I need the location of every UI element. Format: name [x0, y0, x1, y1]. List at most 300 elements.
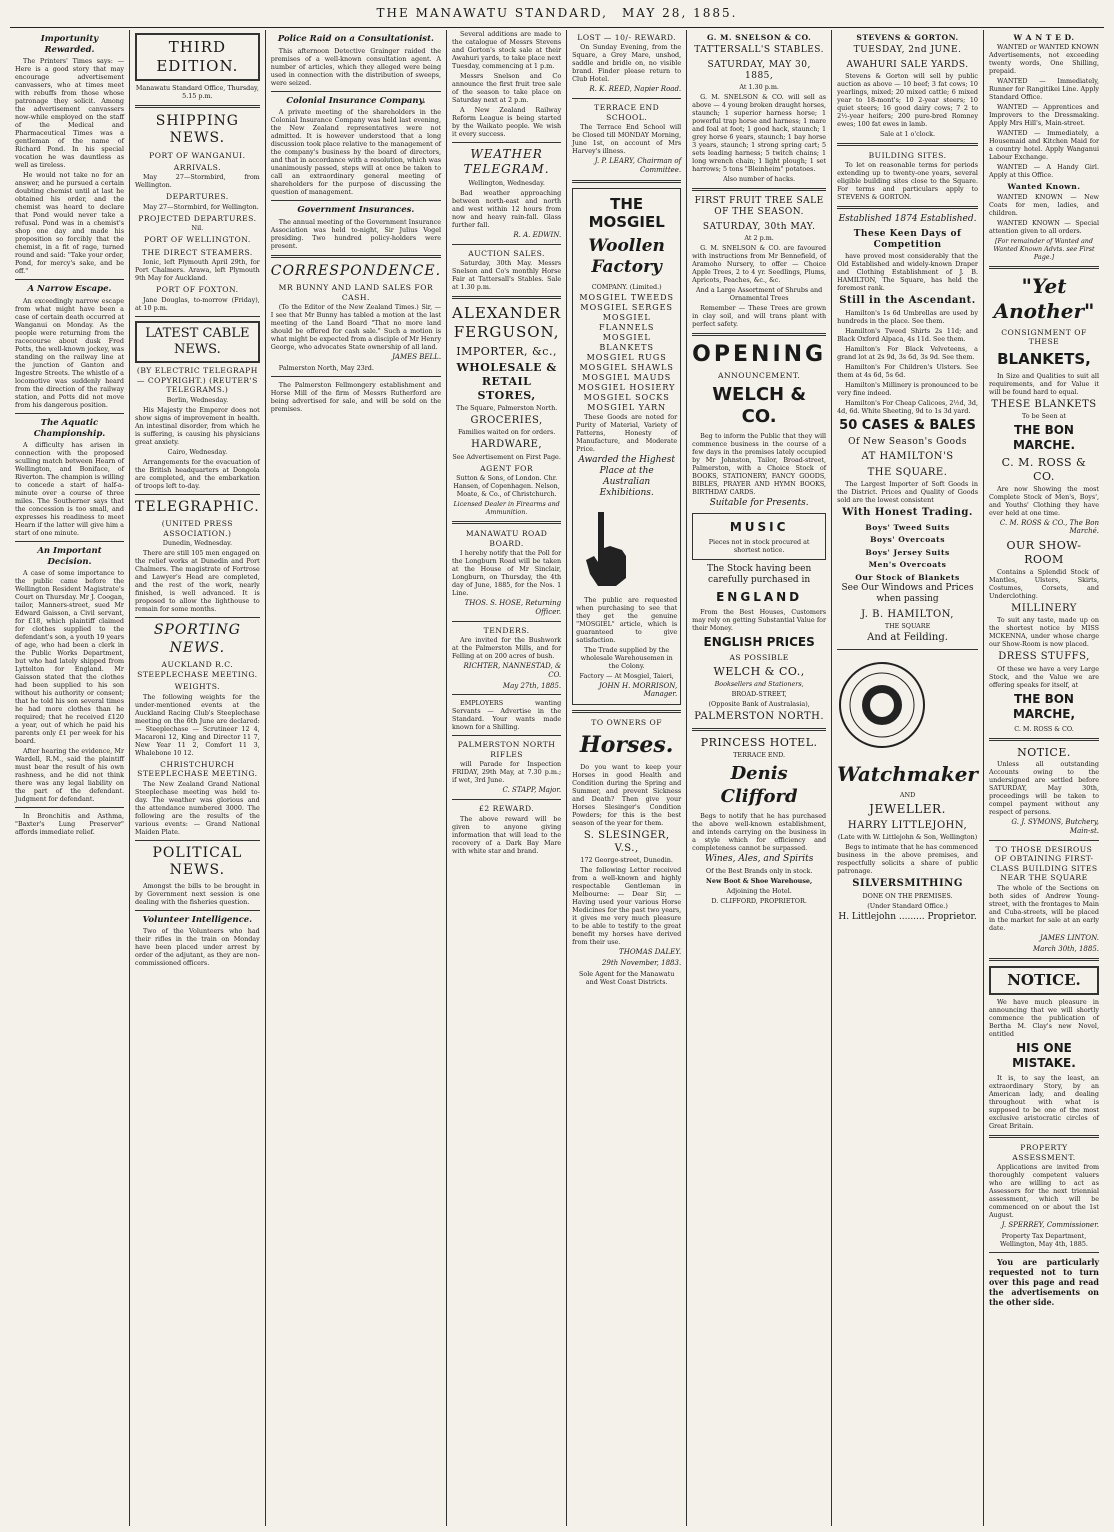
- reward-heading: £2 REWARD.: [479, 804, 535, 814]
- property-heading: PROPERTY ASSESSMENT.: [1012, 1143, 1076, 1162]
- clifford-text: Begs to notify that he has purchased the above well-known establishment, and intends carrying on the business in a style which for efficiency and completeness cannot be surpassed.: [692, 812, 827, 853]
- letter-text: (To the Editor of the New Zealand Times.) Sir, — I see that Mr Bunny has tabled a motion at the last meeting of the Land Board "That no more land should be offered for cash sale." Such a motion is what might be expected from a disciple of Mr Henry George, who advocates State ownership of all land.: [270, 303, 442, 352]
- notice-text: will Parade for Inspection FRIDAY, 29th May, at 7.30 p.m.; if wet, 3rd June.: [452, 760, 562, 785]
- article-text: Arrangements for the evacuation of the British headquarters at Dongola are completed, and the embarkation of troops left to-day.: [135, 457, 260, 490]
- linton-date: March 30th, 1885.: [1032, 944, 1099, 953]
- article-text: Messrs Snelson and Co announce the first fruit tree sale of the season to take place on Saturday next at 2 p.m.: [452, 72, 562, 104]
- mosgiel-title: THE MOSGIEL: [588, 194, 665, 232]
- horses-heading: Horses.: [579, 731, 674, 758]
- ferguson-importer: IMPORTER, &c.,: [456, 344, 557, 358]
- seen-at: To be Seen at: [1021, 412, 1066, 421]
- wanted-item: WANTED — A Handy Girl. Apply at this Office.: [988, 163, 1099, 180]
- clifford-name: Denis Clifford: [720, 763, 798, 807]
- snelson-heading: G. M. SNELSON & CO.: [706, 33, 812, 42]
- divider: [135, 910, 260, 911]
- product-item: MOSGIEL SHAWLS: [579, 362, 674, 372]
- auction-heading: AUCTION SALES.: [468, 248, 545, 258]
- cable-heading: LATEST CABLE NEWS.: [145, 325, 250, 358]
- still-heading: Still in the Ascendant.: [839, 295, 976, 307]
- keen-text: have proved most considerably that the Old Established and widely-known Draper and Clothing Establishment of J. B. HAMILTON, The Square, has held the foremost rank.: [837, 252, 978, 293]
- agent-heading: AGENT FOR: [480, 463, 534, 473]
- signature: J. P. LEARY, Chairman of Committee.: [594, 157, 682, 174]
- fruit-text: Remember — These Trees are grown in clay soil, and will trans plant with perfect safety.: [692, 303, 827, 328]
- article-text: The Printers' Times says: — Here is a good story that may encourage advertisement canvassers, who at times meet with rebuffs from those whose patronage they solicit. Among the advertisement canvassers now-while employed on the staff of the Medical and Pharmaceutical Times was a gentleman of the name of Richard Pond. In his special vocation he was dauntless as well as tireless.: [15, 57, 124, 170]
- notice-date: May 27th, 1885.: [502, 681, 562, 690]
- wanted-heading: W A N T E D.: [1013, 33, 1075, 42]
- fruit-heading: FIRST FRUIT TREE SALE OF THE SEASON.: [694, 196, 824, 218]
- notice-heading: NOTICE.: [1017, 745, 1071, 759]
- music-text: Pieces not in stock procured at shortest notice.: [708, 538, 810, 555]
- property-text: Applications are invited from thoroughly competent valuers who are willing to act as Assessors for the next triennial assessment, which will be commenced on or about the 1st August.: [988, 1163, 1099, 1220]
- divider: [271, 255, 441, 258]
- letter-location: Palmerston North, May 23rd.: [278, 364, 374, 373]
- desirous-text: The whole of the Sections on both sides of Andrew Young-street, with the frontages to Main and Cuba-streets, will be placed in the market for sale at an early date.: [988, 883, 1099, 932]
- direct-heading: THE DIRECT STEAMERS.: [141, 247, 253, 257]
- jbh-square: THE SQUARE: [884, 622, 931, 631]
- letter-date: 29th November, 1883.: [601, 958, 682, 967]
- colonial-heading: Colonial Insurance Company.: [286, 95, 426, 106]
- ferguson-address: The Square, Palmerston North.: [455, 403, 558, 412]
- article-text: Several additions are made to the catalogue of Messrs Stevens and Gorton's stock sale at their Awahuri yards, to take place next Tuesday, commencing at 1 p.m.: [452, 30, 562, 70]
- desirous-heading: TO THOSE DESIROUS OF OBTAINING FIRST-CLASS BUILDING SITES NEAR THE SQUARE: [990, 844, 1098, 883]
- hamilton-item: Hamilton's Tweed Shirts 2s 11d; and Black Oxford Alpaca, 4s 11d. See them.: [837, 326, 978, 343]
- silversmith-premises: DONE ON THE PREMISES.: [862, 891, 953, 900]
- blankets-text: In Size and Qualities to suit all requirements, and for Value it will be found hard to equal.: [988, 371, 1099, 396]
- telegraphic-subtitle: (UNITED PRESS ASSOCIATION.): [161, 519, 233, 538]
- england-heading: ENGLAND: [716, 589, 803, 604]
- owners-heading: TO OWNERS OF: [591, 718, 663, 728]
- fruit-text: And a Large Assortment of Shrubs and Ornamental Trees: [696, 285, 823, 302]
- consignment-text: CONSIGNMENT OF THESE: [1001, 327, 1087, 347]
- port-heading: PORT OF WANGANUI.: [149, 150, 246, 160]
- mens-overcoats: Men's Overcoats: [868, 560, 947, 570]
- signature: THOMAS DALEY.: [619, 948, 682, 957]
- political-heading: POLITICAL NEWS.: [152, 844, 243, 879]
- edition-box: [135, 33, 260, 81]
- divider: [572, 98, 681, 99]
- masthead-date: MAY 28, 1885.: [621, 6, 738, 20]
- dateline: Wellington, Wednesday.: [468, 179, 545, 187]
- headline-narrow-escape: A Narrow Escape.: [27, 284, 112, 295]
- article-text: His Majesty the Emperor does not show signs of improvement in health. An intestinal disorder, from which he is suffering, is causing his physicians great anxiety.: [135, 405, 260, 446]
- watch-seal-icon: [837, 660, 927, 750]
- slesinger-name: S. SLESINGER, V.S.,: [583, 830, 670, 854]
- terrace-heading: TERRACE END SCHOOL.: [594, 103, 660, 122]
- building-heading: BUILDING SITES.: [868, 150, 947, 160]
- divider: [135, 617, 260, 618]
- blankets-heading: BLANKETS,: [997, 349, 1091, 368]
- column-6: [687, 30, 832, 1526]
- ferguson-wholesale: WHOLESALE & RETAIL STORES,: [456, 361, 557, 402]
- honest-heading: With Honest Trading.: [842, 507, 973, 519]
- mosgiel-ad: [572, 188, 681, 706]
- welch-name: WELCH & CO.,: [713, 665, 805, 679]
- dateline: Berlin, Wednesday.: [166, 395, 229, 404]
- divider: [692, 333, 826, 336]
- divider: [989, 738, 1099, 741]
- music-heading: MUSIC: [729, 520, 789, 535]
- wanted-item: WANTED — Immediately, Runner for Rangitikei Line. Apply Standard Office.: [988, 77, 1099, 102]
- article-text: In Bronchitis and Asthma, "Baxter's Lung Preserver" affords immediate relief.: [15, 812, 124, 837]
- rifles-heading: PALMERSTON NORTH RIFLES: [457, 740, 556, 759]
- govt-heading: Government Insurances.: [297, 205, 415, 216]
- silversmith-prop: H. Littlejohn ......... Proprietor.: [838, 911, 977, 922]
- tattersalls-heading: TATTERSALL'S STABLES.: [694, 45, 824, 56]
- mosgiel-manager: JOHN H. MORRISON, Manager.: [598, 681, 678, 699]
- signature: R. A. EDWIN.: [513, 231, 562, 239]
- clifford-adjoining: Adjoining the Hotel.: [726, 887, 792, 896]
- dateline: Dunedin, Wednesday.: [162, 539, 232, 548]
- port-heading: PORT OF FOXTON.: [156, 285, 239, 295]
- article-text: Bad weather approaching between north-east and north and west within 12 hours from now and heavy rain-fall. Glass further fall.: [452, 189, 562, 229]
- millinery-text: To suit any taste, made up on the shortest notice by MISS MCKENNA, under whose charge our Show-Room is now placed.: [988, 616, 1099, 649]
- headline-decision: An Important Decision.: [37, 546, 102, 567]
- wanted-item: WANTED KNOWN — Special attention given to all orders.: [988, 218, 1099, 235]
- divider: [15, 279, 124, 280]
- the-square: THE SQUARE.: [867, 466, 948, 478]
- pointing-hand-icon: [576, 508, 636, 588]
- england-text: From the Best Houses, Customers may rely on getting Substantial Value for their Money.: [692, 607, 827, 632]
- departures-heading: DEPARTURES.: [166, 192, 229, 202]
- mosgiel-factory: Factory — At Mosgiel, Taieri,: [579, 671, 674, 680]
- column-8: [984, 30, 1104, 1526]
- stevens-time: Sale at 1 o'clock.: [879, 129, 936, 138]
- divider: [271, 91, 441, 92]
- divider: [135, 494, 260, 495]
- stevens-date: TUESDAY, 2nd JUNE.: [853, 45, 962, 56]
- ross-name-2: C. M. ROSS & CO.: [1014, 724, 1074, 733]
- signature: THOS. S. HOSE, Returning Officer.: [464, 599, 562, 616]
- article-text: He would not take no for an answer, and he pursued a certain doubting chemist until at last he obtained his order, and the chemist was heard to declare that Pond would never take a refusal. Pond was in a chemist's shop one day and made his proposition so forcibly that the chemist, in a fit of rage, turned round and said: "Take your order, Pond, for mercy's sake, and be off.": [15, 171, 124, 276]
- wanted-known-heading: Wanted Known.: [1007, 182, 1081, 192]
- article-text: Amongst the bills to be brought in by Government next session is one dealing with the fisheries question.: [135, 881, 260, 906]
- divider: [452, 621, 561, 622]
- port-heading: PORT OF WELLINGTON.: [143, 235, 251, 245]
- notice-text: EMPLOYERS wanting Servants — Advertise in the Standard. Your wants made known for a Shilling.: [452, 699, 562, 732]
- divider: [271, 200, 441, 201]
- shipping-item: May 27—Stormbird, from Wellington.: [135, 173, 260, 190]
- welch-town: PALMERSTON NORTH.: [694, 710, 825, 722]
- column-3: [266, 30, 447, 1526]
- mosgiel-awarded: Awarded the Highest Place at the Australian Exhibitions.: [578, 454, 675, 499]
- article-text: There are still 105 men engaged on the relief works at Dunedin and Port Chalmers. The magistrate of Fortrose and Lawyer's Head are completed, and the rest of the work, nearly finished, is well advanced. It is proposed to allow the lighthouse to remain for some months.: [135, 549, 260, 614]
- telegraphic-heading: TELEGRAPHIC.: [135, 498, 260, 515]
- stevens-yards: AWAHURI SALE YARDS.: [846, 59, 969, 70]
- article-text: This afternoon Detective Grainger raided the premises of a well-known consultation agent. A number of articles, which they alleged were being used in connection with the distribution of sweeps, were seized.: [270, 46, 442, 87]
- projected-heading: PROJECTED DEPARTURES.: [138, 213, 257, 223]
- showroom-text: Contains a Splendid Stock of Mantles, Ulsters, Skirts, Costumes, Corsets, and Underclothing.: [988, 567, 1099, 600]
- shipping-item: Nil.: [191, 224, 204, 233]
- meeting-heading: CHRISTCHURCH STEEPLECHASE MEETING.: [137, 759, 258, 779]
- sporting-heading: SPORTING NEWS.: [153, 622, 241, 656]
- divider: [452, 142, 561, 143]
- weights-heading: WEIGHTS.: [174, 682, 221, 692]
- product-item: MOSGIEL SERGES: [580, 302, 673, 312]
- mosgiel-text: The public are requested when purchasing to see that they get the genuine "MOSGIEL" article, which is guaranteed to give satisfaction.: [576, 595, 678, 644]
- fruit-date: SATURDAY, 30th MAY.: [702, 221, 816, 232]
- cases-heading: 50 CASES & BALES: [839, 417, 976, 433]
- opening-heading: OPENING: [692, 341, 827, 367]
- divider: [452, 521, 561, 524]
- boys-overcoats: Boys' Overcoats: [870, 535, 945, 545]
- watch-and: AND: [899, 790, 916, 799]
- divider: [452, 694, 561, 695]
- article-text: The Palmerston Fellmongery establishment and Horse Mill of the firm of Messrs Rutherford are being advertised for sale, and will be sold on the premises.: [270, 381, 442, 414]
- footer-note: You are particularly requested not to turn over this page and read the advertisements on the other side.: [988, 1256, 1099, 1307]
- clifford-proprietor: D. CLIFFORD, PROPRIETOR.: [711, 897, 807, 906]
- dateline: Cairo, Wednesday.: [167, 447, 228, 456]
- showroom-heading: OUR SHOW-ROOM: [1006, 539, 1082, 566]
- hamilton-item: Hamilton's 1s 6d Umbrellas are used by hundreds in the place. See them.: [837, 308, 978, 325]
- masthead: [10, 6, 1104, 28]
- blankets-stock: Our Stock of Blankets: [855, 572, 960, 582]
- shipping-item: May 27—Stormbird, for Wellington.: [143, 202, 259, 211]
- dept-text: Property Tax Department, Wellington, May 4th, 1885.: [1000, 1231, 1088, 1248]
- divider: [989, 266, 1099, 269]
- mistake-heading: HIS ONE MISTAKE.: [1012, 1041, 1076, 1071]
- hamilton-item: Hamilton's For Cheap Calicoes, 2½d, 3d, 4d, 6d. White Sheeting, 9d to 1s 3d yard.: [837, 398, 978, 415]
- stevens-heading: STEVENS & GORTON.: [856, 33, 959, 42]
- columns: [10, 30, 1104, 1526]
- article-text: A New Zealand Railway Reform League is being started by the Waikato people. We wish it every success.: [452, 106, 562, 138]
- fruit-text: G. M. SNELSON & CO. are favoured with instructions from Mr Bennefield, of Aramoho Nursery, to offer — Choice Apple Trees, 2 to 4 yr. Seedlings, Plums, Apricots, Peaches, &c., &c.: [692, 243, 827, 284]
- princess-location: TERRACE END.: [733, 751, 786, 760]
- divider: [271, 376, 441, 377]
- welch-text: Beg to inform the Public that they will commence business in the course of a few days in the premises lately occupied by Mr Johnston, Tailor, Broad-street, Palmerston, with a Choice Stock of BOOKS, STATIONERY, FANCY GOODS, BIBLES, PRAYER AND HYMN BOOKS, BIRTHDAY CARDS.: [692, 431, 827, 496]
- article-text: Two of the Volunteers who had their rifles in the train on Monday have been placed under arrest by order of the adjutant, as they are non-commissioned officers.: [135, 927, 260, 968]
- ferguson-text: Families waited on for orders.: [457, 428, 556, 437]
- shipping-item: Ionic, left Plymouth April 29th, for Port Chalmers. Arawa, left Plymouth 9th May for Auckland.: [135, 258, 260, 283]
- article-text: A difficulty has arisen in connection with the proposed sculling match between Hearn of Wellington, and Boniface, of Riverton. The champion is willing to concede a start of half-a-minute over a course of three miles. The Southerner says that the concession is too small, and expresses his readiness to meet Hearn if the latter will give him a start of one minute.: [15, 441, 124, 538]
- these-blankets: THESE BLANKETS: [991, 398, 1097, 410]
- sole-agent: Sole Agent for the Manawatu and West Coast Districts.: [579, 969, 675, 986]
- column-4: [447, 30, 567, 1526]
- mosgiel-company: COMPANY. (Limited.): [591, 282, 662, 291]
- windows-text: See Our Windows and Prices when passing: [841, 583, 974, 605]
- ross-text: Are now Showing the most Complete Stock of Men's, Boys', and Youths' Clothing they have ever held at one time.: [988, 484, 1099, 517]
- signature: R. K. REED, Napier Road.: [589, 85, 682, 94]
- lost-heading: LOST — 10/- REWARD.: [577, 33, 677, 42]
- tenders-heading: TENDERS.: [483, 625, 530, 635]
- notice2-heading: NOTICE.: [1007, 971, 1081, 990]
- headline-importunity: Importunity Rewarded.: [40, 34, 99, 55]
- possible-heading: AS POSSIBLE: [729, 652, 789, 662]
- welch-street: BROAD-STREET,: [731, 689, 787, 698]
- mosgiel-trade: The Trade supplied by the wholesale Warehousemen in the Colony.: [580, 645, 673, 670]
- article-text: The annual meeting of the Government Insurance Association was held to-night, Sir Julius Vogel presiding. Two hundred policy-holders were present.: [270, 217, 442, 250]
- jbh-name: J. B. HAMILTON,: [861, 608, 954, 620]
- divider: [452, 735, 561, 736]
- yet-another: "Yet Another": [993, 273, 1095, 323]
- meeting-heading: AUCKLAND R.C. STEEPLECHASE MEETING.: [137, 660, 258, 679]
- divider: [837, 143, 978, 146]
- wanted-item: WANTED or WANTED KNOWN Advertisements, not exceeding twenty words, One Shilling, prepaid.: [988, 43, 1099, 76]
- ferguson-name: ALEXANDER FERGUSON,: [452, 304, 562, 341]
- letter-heading: MR BUNNY AND LAND SALES FOR CASH.: [278, 283, 434, 302]
- arrivals-heading: ARRIVALS.: [173, 162, 221, 172]
- article-text: After hearing the evidence, Mr Wardell, R.M., said the plaintiff must bear the result of his own rashness, and he did not think there was any legal liability on the part of the defendant. Judgment for defendant.: [15, 747, 124, 804]
- divider: [692, 188, 826, 191]
- divider: [135, 105, 260, 108]
- ferguson-text: Sutton & Sons, of London. Chr. Hansen, of Copenhagen. Nelson, Moate, & Co., of Christchurch.: [453, 474, 560, 499]
- divider: [837, 649, 978, 650]
- largest-text: The Largest Importer of Soft Goods in the District. Prices and Quality of Goods sold are the lowest consistent: [837, 480, 978, 505]
- shipping-item: Jane Douglas, to-morrow (Friday), at 10 p.m.: [135, 295, 260, 312]
- article-text: Saturday, 30th May. Messrs Snelson and Co's monthly Horse Fair at Tattersall's Stables. Sale at 1.30 p.m.: [452, 259, 562, 292]
- bon-marche-2: THE BON MARCHE,: [1012, 691, 1076, 721]
- notice-text: The Terrace End School will be Closed till MONDAY Morning, June 1st, on account of Mrs Harvey's illness.: [572, 123, 682, 156]
- hardware-heading: HARDWARE,: [471, 439, 543, 451]
- feilding-text: And at Feilding.: [867, 632, 948, 644]
- divider: [572, 710, 681, 713]
- mosgiel-products: [576, 293, 677, 413]
- shipping-heading: SHIPPING NEWS.: [155, 112, 239, 146]
- hamilton-item: Hamilton's For Black Velveteens, a grand lot at 2s 9d, 3s 6d, 3s 9d. See them.: [837, 344, 978, 361]
- divider: [452, 799, 561, 800]
- cable-box: [135, 321, 260, 364]
- ferguson-dealer: Licensed Dealer in Firearms and Ammunition.: [453, 500, 560, 517]
- keen-heading: These Keen Days of Competition: [853, 228, 962, 250]
- article-text: A case of some importance to the public came before the Wellington Resident Magistrate's Court on Thursday. Mr J. Coogan, tailor, Manners-street, sued Mr Edward Gaisson, a Civil servant, for £18, which plaintiff claimed for clothes supplied to the defendant's son, a youth 19 years of age, who had been a clerk in the Public Works Department, but who had lately shipped from Lyttelton for England. Mr Gaisson stated that the clothes had been supplied to his son without his authority or consent; that he told his son several times he had more clothes than he required; that he received £120 a year, out of which he paid his parents only £1 per week for his board.: [15, 569, 124, 746]
- product-item: MOSGIEL HOSIERY: [577, 382, 676, 392]
- divider: [452, 296, 561, 299]
- sale-time: At 1.30 p.m.: [739, 83, 779, 92]
- welch-heading: WELCH & CO.: [712, 383, 807, 428]
- millinery-heading: MILLINERY: [1011, 602, 1077, 614]
- product-item: MOSGIEL FLANNELS: [599, 312, 655, 332]
- article-text: An exceedingly narrow escape from what might have been a case of certain death occurred at Wanganui on Monday. As the people were returning from the racecourse about dusk Fred Potts, the well-known jockey, was standing on the railway line at the junction of Ganton and Ingestre Streets. The whistle of a locomotive was suddenly heard from the direction of the railway station, and Potts did not move from his dangerous position.: [15, 296, 124, 409]
- sperrey-sig: J. SPERREY, Commissioner.: [1001, 1221, 1099, 1230]
- reminder-text: [For remainder of Wanted and Wanted Known Advts. see First Page.]: [993, 236, 1095, 261]
- signature: C. STAPP, Major.: [502, 786, 562, 795]
- notice-box: [989, 966, 1099, 995]
- notice2-text: We have much pleasure in announcing that we will shortly commence the publication of Bertha M. Clay's new Novel, entitled: [988, 998, 1099, 1039]
- weather-heading: WEATHER TELEGRAM.: [463, 147, 550, 176]
- littlejohn-late: (Late with W. Littlejohn & Son, Wellington): [837, 833, 978, 842]
- bon-marche: THE BON MARCHE.: [1012, 423, 1076, 453]
- correspondence-heading: CORRESPONDENCE.: [270, 262, 442, 279]
- prices-heading: ENGLISH PRICES: [703, 634, 815, 649]
- notice-text: The above reward will be given to anyone giving information that will lead to the recovery of a Dark Bay Mare with white star and brand.: [452, 814, 562, 855]
- welch-trade: Booksellers and Stationers,: [714, 679, 804, 688]
- divider: [135, 316, 260, 317]
- ross-sig: C. M. ROSS & CO., The Bon Marché.: [999, 518, 1099, 536]
- masthead-title: THE MANAWATU STANDARD,: [376, 6, 608, 20]
- linton-sig: JAMES LINTON.: [1039, 933, 1099, 942]
- silversmith-under: (Under Standard Office.): [867, 901, 948, 910]
- divider: [15, 807, 124, 808]
- product-item: MOSGIEL MAUDS: [582, 372, 672, 382]
- wanted-item: WANTED — Immediately, a Housemaid and Kitchen Maid for a country hotel. Apply Wanganui Labour Exchange.: [988, 129, 1099, 162]
- clifford-brands: Of the Best Brands only in stock.: [705, 867, 813, 876]
- sale-date: SATURDAY, MAY 30, 1885,: [707, 59, 811, 81]
- roadboard-heading: MANAWATU ROAD BOARD.: [465, 529, 548, 548]
- boys-jersey: Boys' Jersey Suits: [865, 547, 950, 557]
- mosgiel-woollen: Woollen Factory: [588, 236, 665, 278]
- established: Established 1874 Established.: [838, 214, 977, 225]
- product-item: MOSGIEL YARN: [587, 402, 667, 412]
- jeweller-heading: JEWELLER.: [869, 801, 946, 816]
- boys-suits: Boys' Tweed Suits: [865, 522, 950, 532]
- welch-opposite: (Opposite Bank of Australasia),: [708, 699, 810, 708]
- divider: [135, 840, 260, 841]
- dress-text: Of these we have a very Large Stock, and the Value we are offering speaks for itself, at: [988, 664, 1099, 689]
- product-item: MOSGIEL TWEEDS: [579, 292, 674, 302]
- divider: [989, 1135, 1099, 1138]
- column-5: [567, 30, 687, 1526]
- article-text: The following weights for the under-mentioned events at the Auckland Racing Club's Steeplechase meeting on the 6th June are declared: — Steeplechase — Scrutineer 12 4, Macaroni 12, King and Director 11 7, New Year 11 2, Comfort 11 3, Whalebone 10 12.: [135, 692, 260, 757]
- divider: [572, 180, 681, 183]
- silversmith-heading: SILVERSMITHING: [852, 878, 963, 890]
- column-2: [130, 30, 266, 1526]
- headline-aquatic: The Aquatic Championship.: [33, 417, 106, 439]
- divider: [989, 1252, 1099, 1253]
- music-box: [692, 513, 826, 560]
- volunteer-heading: Volunteer Intelligence.: [142, 914, 253, 925]
- notice-text: I hereby notify that the Poll for the Longburn Road will be taken at the House of Mr Sinclair, Longburn, on Thursday, the 4th day of June, 1885, for the Nos. 1 Line.: [452, 549, 562, 598]
- article-text: A private meeting of the shareholders in the Colonial Insurance Company was held last evening, the New Zealand representatives were not admitted. It is however understood that a long discussion took place relative to the management of the company's business by the board of directors, and that in accordance with a resolution, which was unanimously passed, steps will at once be taken to call an extraordinary general meeting of shareholders for the purpose of discussing the question of management.: [270, 108, 442, 197]
- welch-presents: Suitable for Presents.: [709, 497, 809, 508]
- hamilton-item: Hamilton's For Children's Ulsters. See them at 4s 6d, 5s 6d.: [837, 362, 978, 379]
- building-text: To let on reasonable terms for periods extending up to twenty-one years, several eligible building sites close to the Square. For terms and particulars apply to STEVENS & GORTON.: [837, 161, 978, 202]
- notice-text: Are invited for the Bushwork at the Palmerston Mills, and for Felling at on 200 acres of bush.: [452, 636, 562, 661]
- sale-text: Also number of hacks.: [723, 175, 796, 184]
- ferguson-text: See Advertisement on First Page.: [452, 452, 561, 461]
- column-7: [832, 30, 984, 1526]
- divider: [452, 244, 561, 245]
- at-hamilton: AT HAMILTON'S: [861, 451, 954, 463]
- hamilton-item: Hamilton's Millinery is pronounced to be very fine indeed.: [837, 380, 978, 397]
- new-goods: Of New Season's Goods: [848, 436, 967, 447]
- announcement-heading: ANNOUNCEMENT.: [718, 371, 801, 381]
- article-text: The following Letter received from a well-known and highly respectable Gentleman in Melbourne: — Dear Sir, — Having used your various Horse Medicines for the past two years, it gives me very much pleasure to be able to testify to the great benefit my horses have derived from their use.: [572, 866, 682, 947]
- clifford-wines: Wines, Ales, and Spirits: [704, 854, 814, 865]
- column-1: [10, 30, 130, 1526]
- watchmaker-heading: Watchmaker: [837, 761, 978, 786]
- divider: [837, 206, 978, 209]
- symons-sig: G. J. SYMONS, Butchery, Main-st.: [1011, 818, 1099, 836]
- article-text: Do you want to keep your Horses in good Health and Condition during the Spring and Summer, and prevent Sickness and Death? Then give your Horses Slesinger's Condition Powders; for this is the best season of the year for them.: [572, 763, 682, 828]
- product-item: MOSGIEL SOCKS: [583, 392, 670, 402]
- sale-text: G. M. SNELSON & CO. will sell as above — 4 young broken draught horses, staunch; 1 superior harness horse; 1 powerful trap horse and harness; 1 mare and foal at foot; 1 good hack, staunch; 1 grey horse 6 years, staunch; 1 bay horse 3 years, staunch; 1 strong spring cart; 5 sets leading harness; 5 twitch chains; 1 long wrench chain; 1 light plough; 1 set harrows; 5 tons "Bleinheim" potatoes.: [692, 93, 827, 174]
- signature: RICHTER, NANNESTAD, & CO.: [463, 662, 562, 679]
- wanted-item: WANTED KNOWN — New Coats for men, ladies, and children.: [988, 192, 1099, 217]
- divider: [989, 958, 1099, 961]
- wanted-item: WANTED — Apprentices and Improvers to the Dressmaking. Apply Mrs Hill's, Main-street.: [988, 103, 1099, 128]
- groceries-heading: GROCERIES,: [470, 414, 543, 426]
- divider: [692, 728, 826, 731]
- mosgiel-text: These Goods are noted for Purity of Material, Variety of Patterns, Honesty of Manufacture, and Moderate Price.: [576, 412, 678, 453]
- divider: [15, 413, 124, 414]
- cable-subtitle: (BY ELECTRIC TELEGRAPH — COPYRIGHT.) (REUTER'S TELEGRAMS.): [136, 366, 258, 395]
- edition-title: THIRD EDITION.: [156, 38, 239, 75]
- letter-signature: JAMES BELL.: [392, 353, 442, 362]
- mistake-text: It is, to say the least, an extraordinary Story, by an American lady, and dealing throughout with what is supposed to be one of the most exclusive aristocratic circles of Great Britain.: [988, 1074, 1099, 1131]
- stevens-text: Stevens & Gorton will sell by public auction as above — 10 beef; 3 fat cows; 10 yearlings, mixed; 20 mixed cattle; 6 mixed year to 18-mont's; 10 2-year steers; 10 quiet steers; 16 good dairy cows; 7 2 to 2½-year heifers; 200 pure-bred Romney ewes; 100 fat ewes in lamb.: [837, 71, 978, 128]
- notice-text: Unless all outstanding Accounts owing to the undersigned are settled before SATURDAY, May 30th, proceedings will be taken to compel payment without any respect of persons.: [988, 760, 1099, 817]
- divider: [989, 840, 1099, 841]
- police-heading: Police Raid on a Consultationist.: [277, 34, 434, 44]
- edition-subtitle: Manawatu Standard Office, Thursday, 5.15 p.m.: [135, 83, 259, 100]
- princess-heading: PRINCESS HOTEL.: [700, 736, 818, 750]
- fruit-time: At 2 p.m.: [744, 233, 774, 242]
- divider: [15, 541, 124, 542]
- ross-name: C. M. ROSS & CO.: [1001, 456, 1087, 483]
- article-text: The New Zealand Grand National Steeplechase meeting was held to-day. The weather was glorious and the attendance numbered 3000. The following are the results of the various events: — Grand National Maiden Plate.: [135, 779, 260, 836]
- stock-text: The Stock having been carefully purchased in: [706, 564, 812, 586]
- product-item: MOSGIEL RUGS: [586, 352, 667, 362]
- notice-text: On Sunday Evening, from the Square, a Grey Mare, unshod, saddle and bridle on, no visible brand. Finder please return to Club Hotel.: [572, 43, 682, 84]
